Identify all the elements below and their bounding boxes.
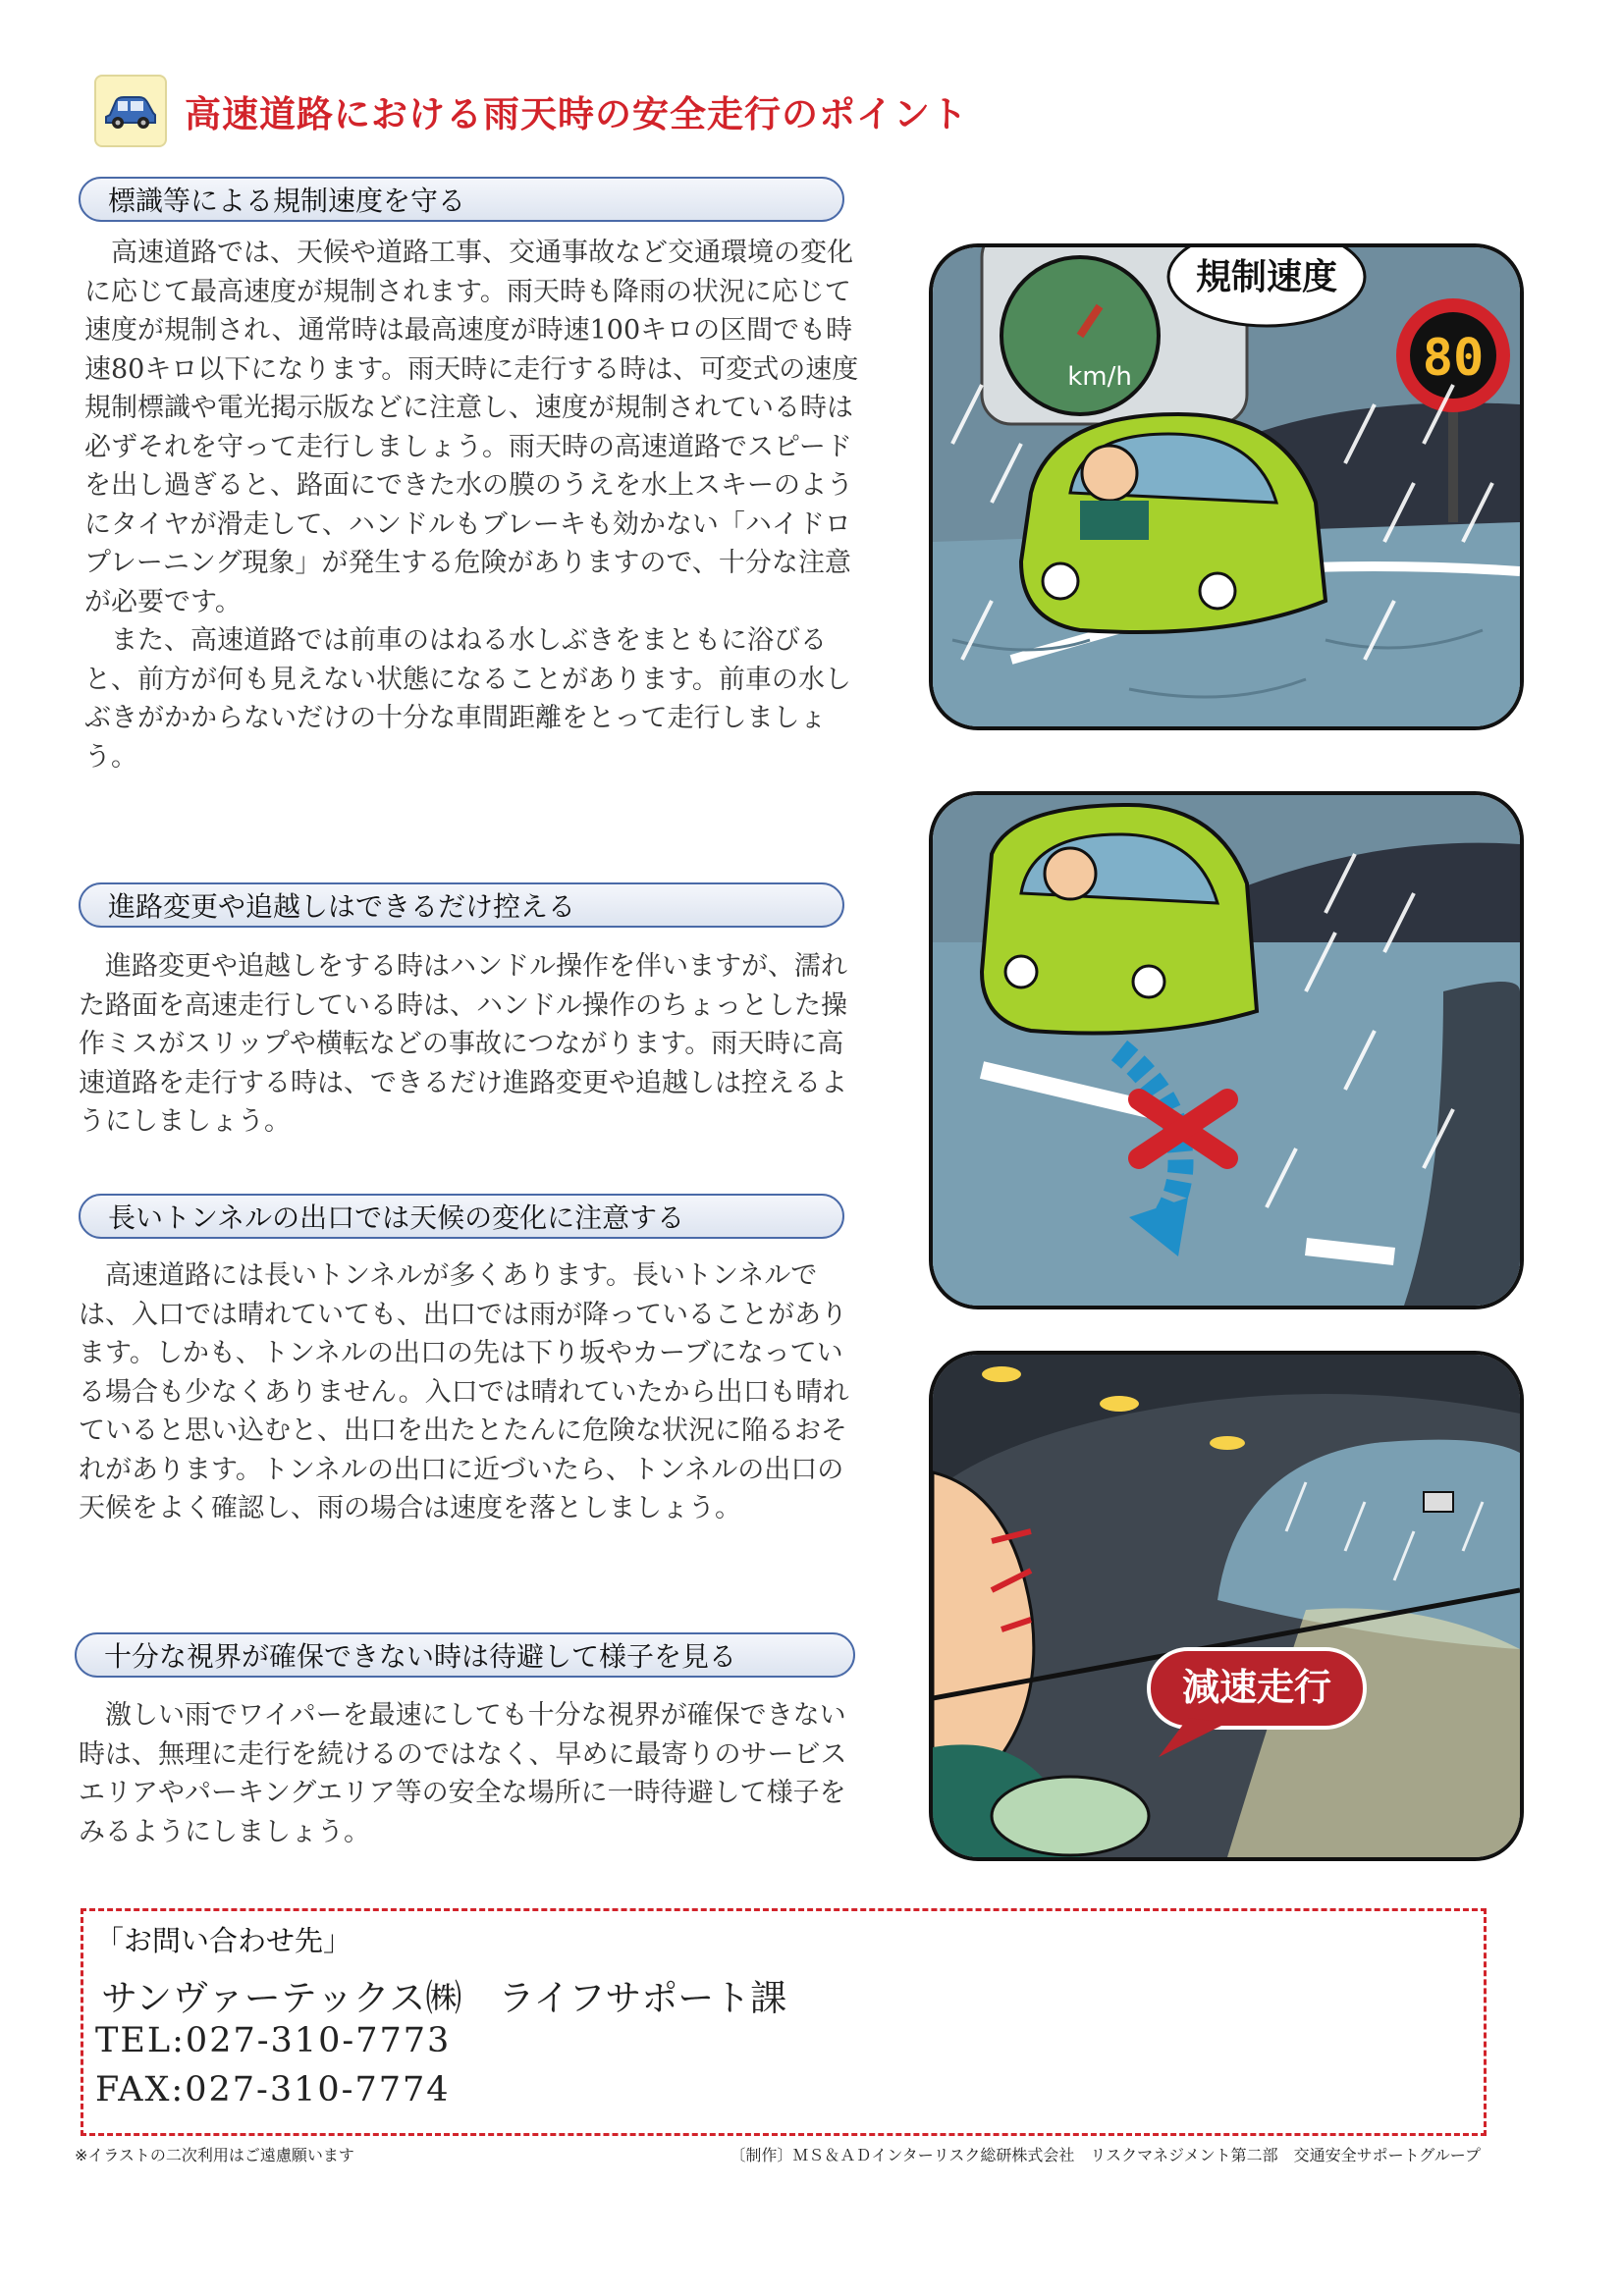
section-body-lane-change <box>79 947 854 1142</box>
paragraph: 激しい雨でワイパーを最速にしても十分な視界が確保できない時は、無理に走行を続けるのではなく、早めに最寄りのサービスエリアやパーキングエリア等の安全な場所に一時待避して様子をみるようにしましょう。 <box>79 1700 847 1847</box>
paragraph: 高速道路には長いトンネルが多くあります。長いトンネルでは、入口では晴れていても、出口では雨が降っていることがあります。しかも、トンネルの出口の先は下り坂やカーブになっている場合も少なくありません。入口では晴れていたから出口も晴れていると思い込むと、出口を出たとたんに危険な状況に陥るおそれがあります。トンネルの出口に近づいたら、トンネルの出口の天候をよく確認し、雨の場合は速度を落としましょう。 <box>79 1260 849 1523</box>
section-heading-speed-limit: 標識等による規制速度を守る <box>79 177 844 222</box>
illustration-slow-down <box>929 1351 1524 1861</box>
speech-bubble-slow-down: 減速走行 <box>1181 1666 1332 1709</box>
section-heading-tunnel-exit: 長いトンネルの出口では天候の変化に注意する <box>79 1194 844 1239</box>
speed-sign-value: 80 <box>1422 329 1485 388</box>
contact-box <box>81 1908 1487 2136</box>
section-body-speed-limit <box>84 234 860 776</box>
section-body-visibility <box>79 1696 854 1851</box>
speedometer-unit: km/h <box>1067 362 1132 392</box>
page-header <box>94 75 968 147</box>
footer-credit: 〔制作〕ＭＳ＆ＡＤインターリスク総研株式会社 リスクマネジメント第二部 交通安全サポートグループ <box>730 2146 1481 2164</box>
contact-tel: TEL:027-310-7773 <box>95 2021 452 2060</box>
illustration-lane-change <box>929 791 1524 1309</box>
paragraph: 進路変更や追越しをする時はハンドル操作を伴いますが、濡れた路面を高速走行している時は、ハンドル操作のちょっとした操作ミスがスリップや横転などの事故につながります。雨天時に高速道路を走行する時は、できるだけ進路変更や追越しは控えるようにしましょう。 <box>79 951 847 1137</box>
paragraph: また、高速道路では前車のはねる水しぶきをまともに浴びると、前方が何も見えない状態になることがあります。前車の水しぶきがかからないだけの十分な車間距離をとって走行しましょう。 <box>84 625 851 773</box>
car-icon <box>94 75 167 147</box>
paragraph: 高速道路では、天候や道路工事、交通事故など交通環境の変化に応じて最高速度が規制されます。雨天時も降雨の状況に応じて速度が規制され、通常時は最高速度が時速100キロの区間でも時速80キロ以下になります。雨天時に走行する時は、可変式の速度規制標識や電光掲示版などに注意し、速度が規制されている時は必ずそれを守って走行しましょう。雨天時の高速道路でスピードを出し過ぎると、路面にできた水の膜のうえを水上スキーのようにタイヤが滑走して、ハンドルもブレーキも効かない「ハイドロプレーニング現象」が発生する危険がありますので、十分な注意が必要です。 <box>84 238 859 617</box>
contact-fax: FAX:027-310-7774 <box>95 2070 451 2109</box>
section-body-tunnel-exit <box>79 1256 854 1528</box>
page-title: 高速道路における雨天時の安全走行のポイント <box>185 93 968 135</box>
contact-company: サンヴァーテックス㈱ ライフサポート課 <box>101 1977 787 2019</box>
footer-note: ※イラストの二次利用はご遠慮願います <box>75 2146 354 2164</box>
contact-label: 「お問い合わせ先」 <box>95 1924 352 1957</box>
section-heading-visibility: 十分な視界が確保できない時は待避して様子を見る <box>75 1632 855 1678</box>
section-heading-lane-change: 進路変更や追越しはできるだけ控える <box>79 882 844 928</box>
illustration-speed-limit <box>929 243 1524 730</box>
speech-bubble-speed-limit: 規制速度 <box>1195 257 1338 297</box>
